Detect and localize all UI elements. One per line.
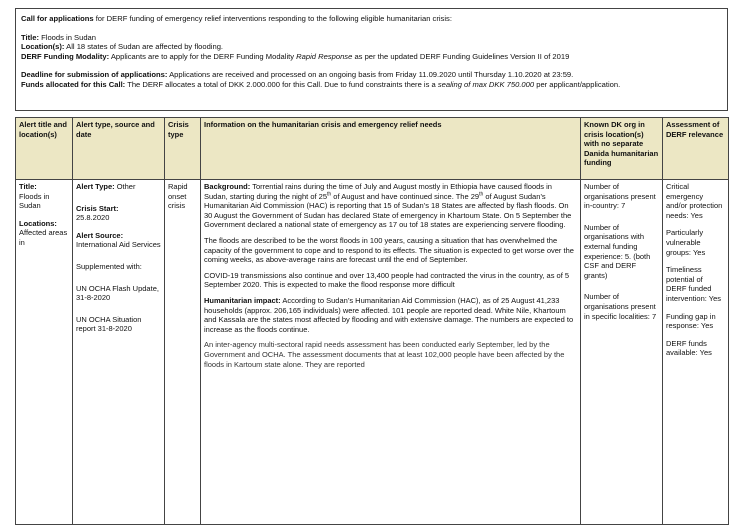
call-intro-text: for DERF funding of emergency relief interventions responding to the following eligible humanitarian crisis: <box>93 14 452 23</box>
call-funds-emphasis: sealing of max DKK 750.000 <box>437 79 535 89</box>
call-funds-text: The DERF allocates a total of DKK 2.000.000 for this Call. Due to fund constraints there is a <box>125 79 438 89</box>
call-deadline-value: Applications are received and processed on an ongoing basis from Friday 11.09.2020 until Thursday 1.10.2020 at 23:59. <box>167 70 574 80</box>
header-known-dk-org: Known DK org in crisis location(s) with no separate Danida humanitarian funding <box>581 118 663 180</box>
title-label: Title: <box>19 182 37 191</box>
assessment-critical: Critical emergency and/or protection needs: Yes <box>666 182 723 220</box>
call-location-value: All 18 states of Sudan are affected by flooding. <box>64 42 224 52</box>
header-alert-title: Alert title and location(s) <box>16 118 73 180</box>
superscript-th: th <box>327 191 332 198</box>
background-text-c: of August Sudan’s Humanitarian Aid Commission (HAC) is reporting that 15 of Sudan’s 18 States are affected by flash floods. On 30 August the Government of Sudan has declared State of emergency in Khartoum State. On 5 September the Government declared a national state of emergency as 17 ou tof 18 states are experiencing servere flooding. <box>204 191 572 230</box>
source-ocha-situation: UN OCHA Situation report 31-8-2020 <box>76 314 142 334</box>
background-text-a: Torrential rains during the time of July and August mostly in Ethiopia have caused floods in Sudan, starting during the night of 25 <box>204 182 552 201</box>
header-alert-type: Alert type, source and date <box>73 118 165 180</box>
background-label: Background: <box>204 182 251 191</box>
header-assessment: Assessment of DERF relevance <box>663 118 729 180</box>
source-ocha-flash: UN OCHA Flash Update, 31-8-2020 <box>76 283 159 303</box>
call-location <box>21 42 722 52</box>
call-modality-emphasis: Rapid Response <box>296 51 353 61</box>
assessment-vulnerable: Particularly vulnerable groups: Yes <box>666 228 706 257</box>
locations-label: Locations: <box>19 218 57 228</box>
call-deadline <box>21 70 722 80</box>
assessment-paragraph: An inter-agency multi-sectoral rapid needs assessment has been conducted early September, led by the Government and OCHA. The assessment documents that at least 102,000 people have been affected by the floods in Kartoum state alone. They are reported <box>204 340 565 369</box>
alert-source-value: International Aid Services <box>76 240 161 250</box>
impact-label: Humanitarian impact: <box>204 295 281 305</box>
title-value: Floods in Sudan <box>19 191 50 211</box>
table-row <box>16 180 729 525</box>
alert-type-label: Alert Type: <box>76 182 115 191</box>
table-header-row <box>16 118 729 180</box>
header-information: Information on the humanitarian crisis and emergency relief needs <box>201 118 581 180</box>
call-info-box <box>15 8 728 111</box>
crisis-start-label: Crisis Start: <box>76 203 119 213</box>
supplemented-label: Supplemented with: <box>76 261 142 271</box>
locations-value: Affected areas in <box>19 228 68 247</box>
covid-paragraph: COVID-19 transmissions also continue and over 13,400 people had contracted the virus in the country, as of 5 September 2020. This is expected to make the flood response more difficult <box>204 270 570 290</box>
assessment-funding-gap: Funding gap in response: Yes <box>666 311 716 331</box>
call-title-label: Title: <box>21 32 40 42</box>
orgs-external-funding: Number of organisations with external funding experience: 5. (both CSF and DERF grants) <box>584 222 651 280</box>
call-title <box>21 33 722 43</box>
cell-assessment <box>663 180 729 525</box>
call-modality-text-end: as per the updated DERF Funding Guidelines Version II of 2019 <box>352 51 570 61</box>
superscript-th: th <box>479 191 484 198</box>
assessment-timeliness: Timeliness potential of DERF funded intervention: Yes <box>666 265 722 303</box>
background-paragraph <box>204 182 577 230</box>
impact-text: According to Sudan’s Humanitarian Aid Commission (HAC), as of 25 August 41,233 households (approx. 206,165 individuals) were affected. 101 people are reported dead. White Nile, Khartoum and Kassala are the states most affected by flooding and with extensive damage. The numbers are expected to increase as the floods continue. <box>204 295 574 334</box>
alert-source-label: Alert Source: <box>76 230 124 240</box>
impact-paragraph <box>204 296 577 334</box>
cell-alert-title <box>16 180 73 525</box>
call-funds-label: Funds allocated for this Call: <box>21 79 126 89</box>
call-intro <box>21 14 722 24</box>
call-location-label: Location(s): <box>21 42 65 52</box>
call-funds-text-end: per applicant/application. <box>534 79 621 89</box>
floods-paragraph: The floods are described to be the worst floods in 100 years, causing a situation that has overwhelmed the capacity of the government to cope and to respond to its effects. The situation is expected to get worse over the coming weeks, as above-average rains are forecast until the end of September. <box>204 235 574 265</box>
cell-alert-type <box>73 180 165 525</box>
call-intro-label: Call for applications <box>21 14 94 23</box>
call-modality <box>21 52 722 62</box>
orgs-in-localities: Number of organisations present in specific localities: 7 <box>584 292 657 321</box>
alert-type-value: Other <box>114 182 136 191</box>
assessment-funds-available: DERF funds available: Yes <box>666 338 712 358</box>
call-title-value: Floods in Sudan <box>39 32 97 42</box>
cell-information <box>201 180 581 525</box>
crisis-start-value: 25.8.2020 <box>76 213 110 223</box>
cell-known-dk-org <box>581 180 663 525</box>
orgs-in-country: Number of organisations present in-country: 7 <box>584 182 656 211</box>
header-crisis-type: Crisis type <box>165 118 201 180</box>
alert-table <box>15 117 729 525</box>
call-modality-label: DERF Funding Modality: <box>21 51 110 61</box>
call-deadline-label: Deadline for submission of applications: <box>21 70 168 80</box>
background-text-b: of August and have continued since. The 29 <box>331 191 480 201</box>
call-modality-text: Applicants are to apply for the DERF Funding Modality <box>109 51 297 61</box>
call-funds <box>21 80 722 90</box>
cell-crisis-type: Rapid onset crisis <box>165 180 201 525</box>
